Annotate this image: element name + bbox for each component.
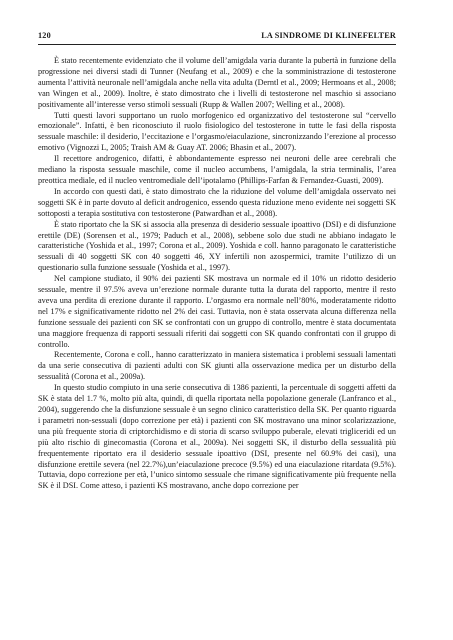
- running-title: LA SINDROME DI KLINEFELTER: [261, 31, 396, 40]
- paragraph-4: In accordo con questi dati, è stato dimostrato che la riduzione del volume dell’amigdala osservato nei soggetti SK è in parte dovuto al deficit androgenico, essendo questa riduzione meno evidente nei soggetti SK sottoposti a terapia sostitutiva con testosterone (Patwardhan et al., 2008).: [38, 186, 396, 218]
- paragraph-7: Recentemente, Corona e coll., hanno caratterizzato in maniera sistematica i problemi sessuali lamentati da una serie consecutiva di pazienti adulti con SK giunti alla osservazione medica per un disturbo della sessualità (Corona et al., 2009a).: [38, 350, 396, 382]
- paragraph-8: In questo studio compiuto in una serie consecutiva di 1386 pazienti, la percentuale di soggetti affetti da SK è stata del 1.7 %, molto più alta, quindi, di quella riportata nella popolazione generale (Lanfranco et al., 2004), suggerendo che la disfunzione sessuale è un segno clinico caratteristico della SK. Per quanto riguarda i parametri non-sessuali (dopo correzione per età) i pazienti con SK mostravano una minor scolarizzazione, una più frequente storia di criptorchidismo e di storia di scarso sviluppo puberale, elevati trigliceridi ed un più alto rischio di ginecomastia (Corona et al., 2009a). Nei soggetti SK, il disturbo della sessualità più frequentemente riportato era il desiderio sessuale ipoattivo (DSI, presente nel 60.9% dei casi), una disfunzione erettile severa (nel 22.7%),un’eiaculazione precoce (9.5%) ed una eiaculazione ritardata (9.5%). Tuttavia, dopo correzione per età, l’unico sintomo sessuale che rimane significativamente più frequente nella SK è il DSI. Come atteso, i pazienti KS mostravano, anche dopo correzione per: [38, 383, 396, 491]
- paragraph-5: È stato riportato che la SK si associa alla presenza di desiderio sessuale ipoattivo (DSI) e di disfunzione erettile (DE) (Sorensen et al., 1979; Paduch et al., 2008), sebbene solo due studi ne abbiano indagato le caratteristiche (Yoshida et al., 1997; Corona et al., 2009). Yoshida e coll. hanno paragonato le caratteristiche sessuali di 40 soggetti SK con 40 soggetti 46, XY infertili non azospermici, tramite l’utilizzo di un questionario sulla funzione sessuale (Yoshida et al., 1997).: [38, 219, 396, 273]
- body-text: [38, 56, 396, 492]
- paragraph-3: Il recettore androgenico, difatti, è abbondantemente espresso nei neuroni delle aree cerebrali che mediano la risposta sessuale maschile, come il nucleo accumbens, l’amigdala, la stria terminalis, l’area preottica mediale, ed il nucleo ventromediale dell’ipotalamo (Phillips-Farfan & Fernandez-Guasti, 2009).: [38, 154, 396, 185]
- paragraph-2: Tutti questi lavori supportano un ruolo morfogenico ed organizzativo del testosterone sul “cervello emozionale”. Infatti, è ben riconosciuto il ruolo fisiologico del testosterone in tutte le fasi della risposta sessuale maschile: il desiderio, l’eccitazione e l’orgasmo/eiaculazione, sincronizzando l’erezione al processo emotivo (Vignozzi L, 2005; Traish AM & Guay AT. 2006; Bhasin et al., 2007).: [38, 110, 396, 153]
- header-rule: [38, 44, 396, 45]
- page-number: 120: [38, 31, 51, 40]
- running-header: [38, 31, 396, 43]
- paragraph-1: È stato recentemente evidenziato che il volume dell’amigdala varia durante la pubertà in funzione della progressione nei diversi stadi di Tunner (Neufang et al., 2009) e che la somministrazione di testosterone aumenta l’attività neuronale nell’amigdala anche nella vita adulta (Derntl et al., 2009; Hermoans et al., 2008; van Wingen et al., 2009). Inoltre, è stato dimostrato che i livelli di testosterone nel maschio si associano positivamente all’interesse verso stimoli sessuali (Rupp & Wallen 2007; Welling et al., 2008).: [38, 56, 396, 109]
- paragraph-6: Nel campione studiato, il 90% dei pazienti SK mostrava un normale ed il 10% un ridotto desiderio sessuale, mentre il 97.5% aveva un’erezione normale durante tutta la durata del rapporto, mentre il resto aveva una perdita di erezione durante il rapporto. L’orgasmo era normale nell’80%, moderatamente ridotto nel 17% e significativamente ridotto nel 2% dei casi. Tuttavia, non è stata osservata alcuna differenza nella funzione sessuale dei pazienti con SK se confrontati con un gruppo di controllo, mentre è stata documentata una maggiore frequenza di rapporti sessuali riferiti dai soggetti con SK quando confrontati con il gruppo di controllo.: [38, 274, 396, 349]
